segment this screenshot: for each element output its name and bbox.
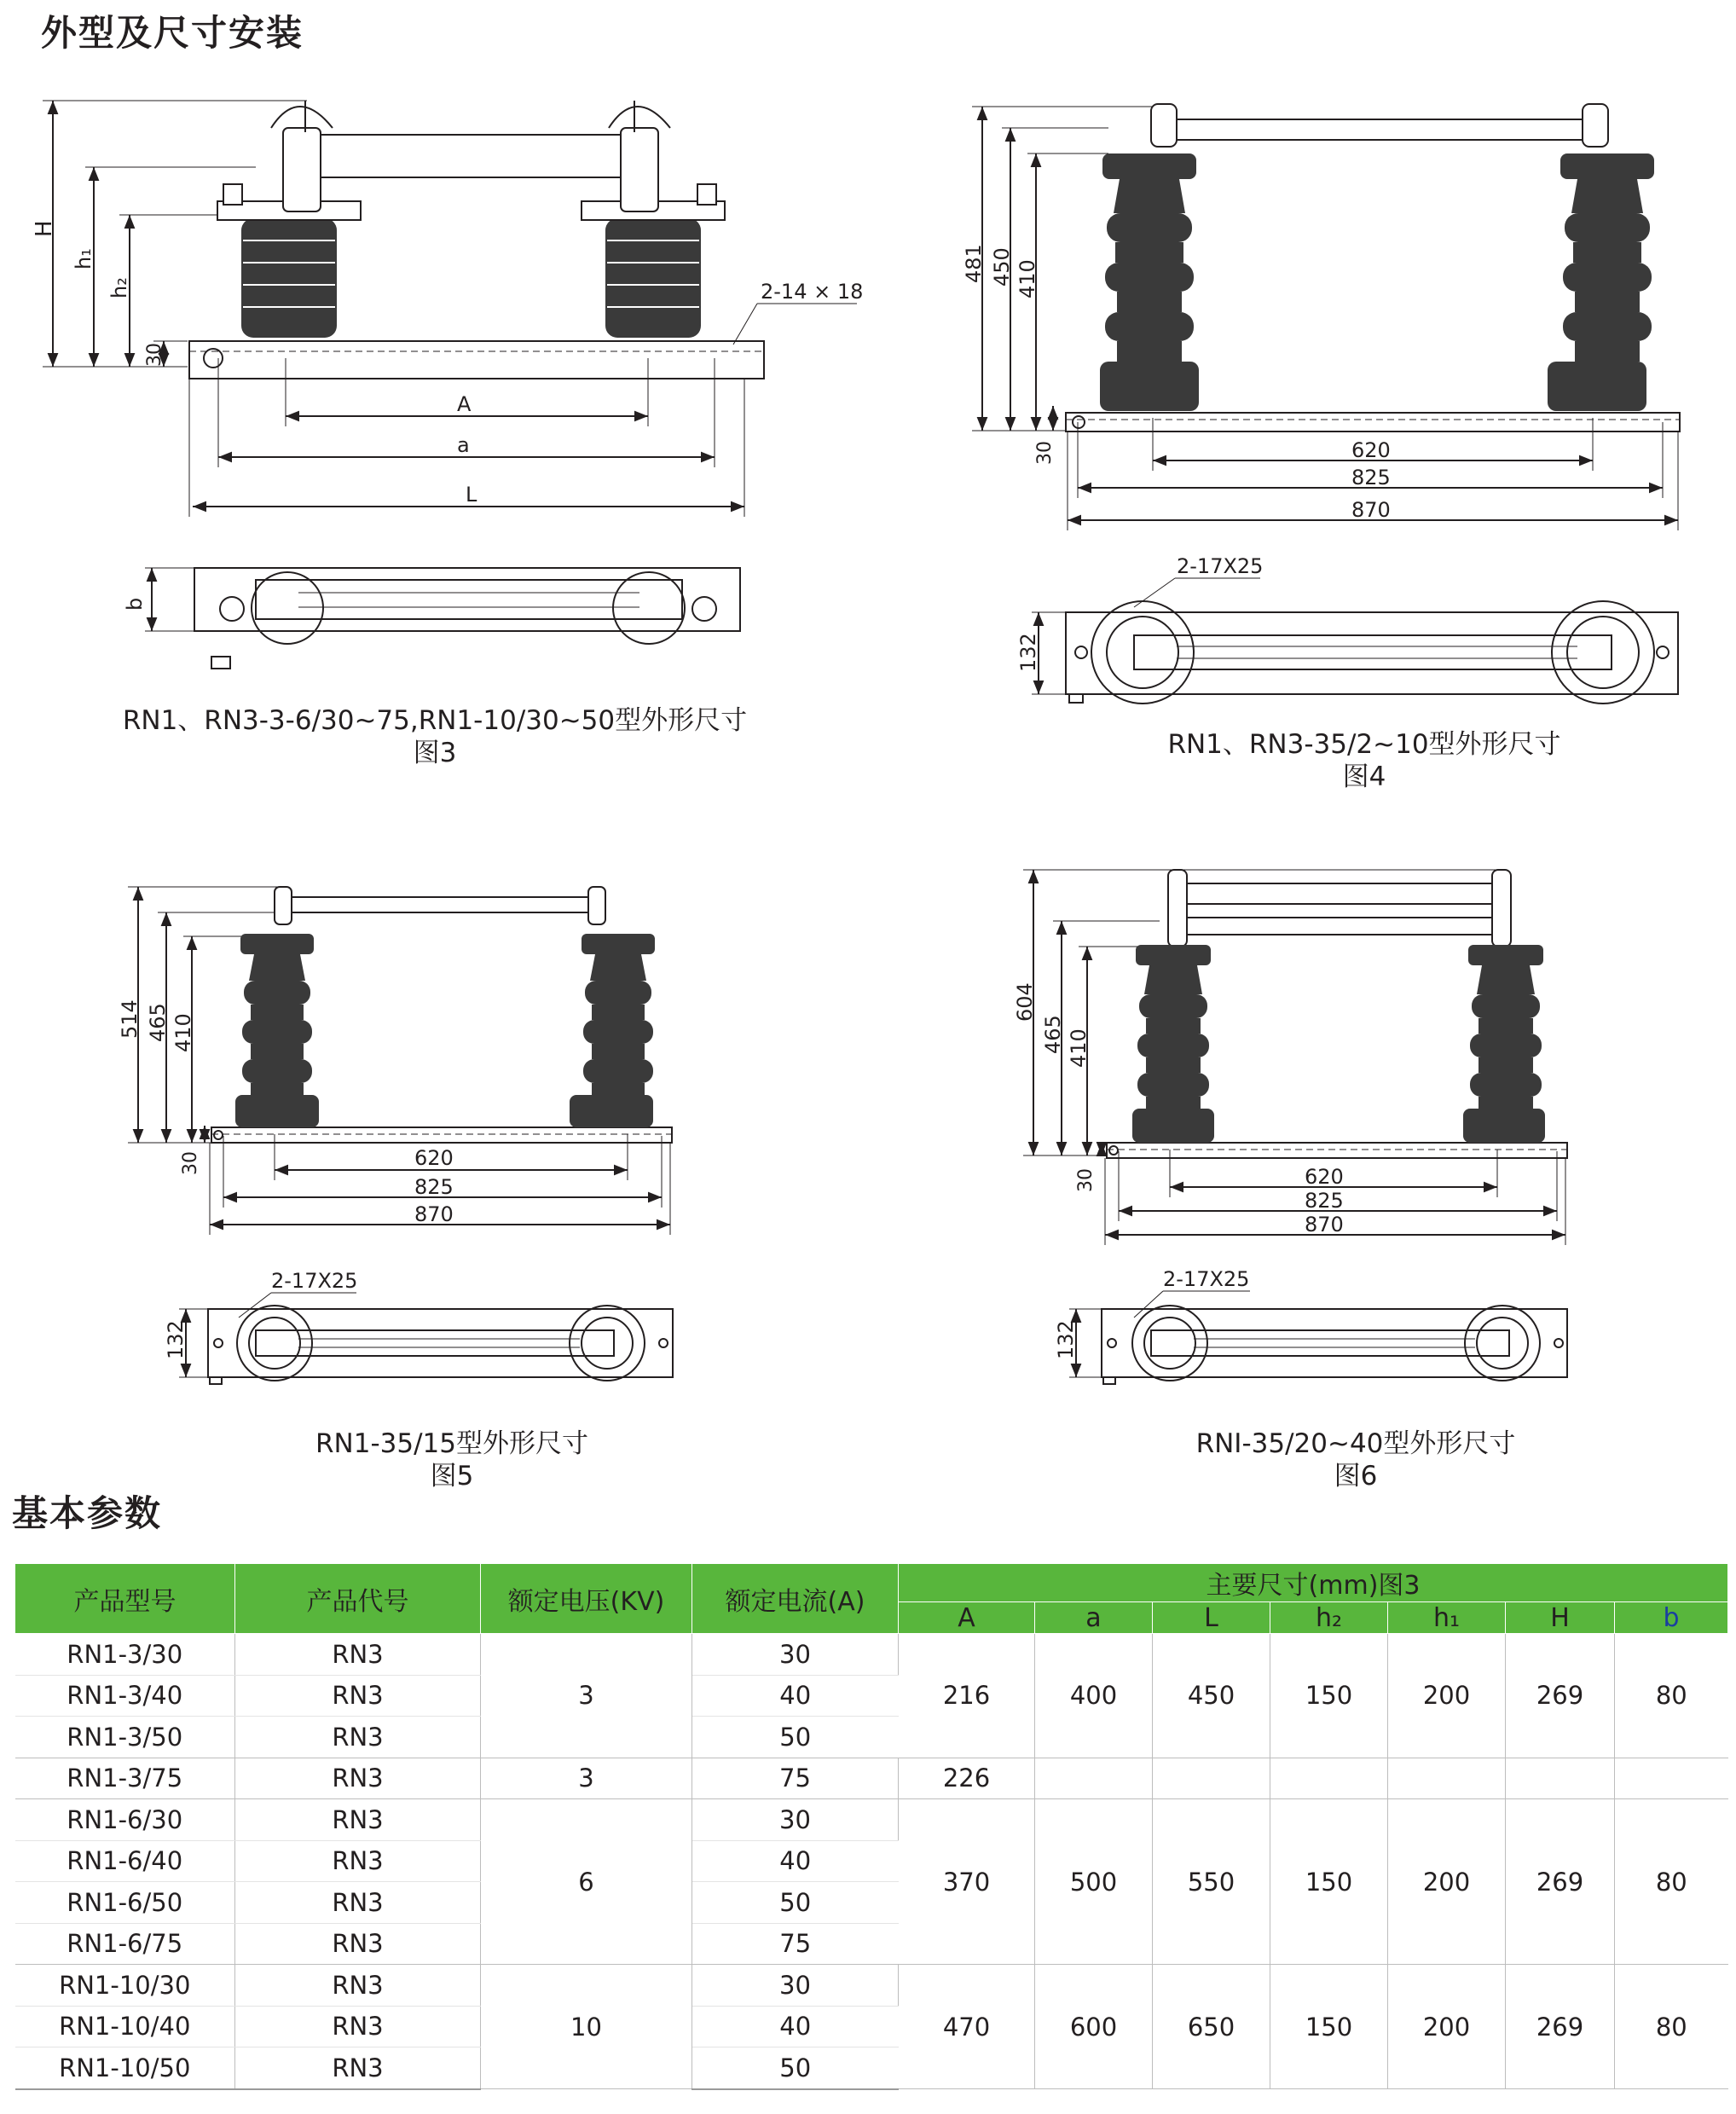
cell-dim-h1: 200 <box>1388 1965 1506 2089</box>
fig6-label-hole: 2-17X25 <box>1163 1267 1250 1291</box>
table-row <box>15 1758 1728 1799</box>
cell-dim-b <box>1615 1758 1728 1799</box>
cell-model: RN1-10/50 <box>15 2047 235 2089</box>
cell-current: 30 <box>692 1634 899 1676</box>
cell-code: RN3 <box>235 1840 481 1882</box>
fig3-label-base: 30 <box>144 343 165 367</box>
cell-code: RN3 <box>235 1675 481 1717</box>
figure-3-caption <box>51 704 819 769</box>
install-heading: 外型及尺寸安装 <box>41 12 304 54</box>
cell-code: RN3 <box>235 1634 481 1676</box>
fig4-label-481: 481 <box>962 244 986 283</box>
cell-current: 50 <box>692 1717 899 1758</box>
fig6-label-30: 30 <box>1075 1168 1097 1192</box>
cell-dim-A: 370 <box>899 1799 1035 1965</box>
cell-dim-h1: 200 <box>1388 1634 1506 1758</box>
figure-3-side-view <box>43 101 857 517</box>
figure-6-insulators <box>1132 945 1545 1143</box>
params-table-header <box>15 1564 1728 1634</box>
cell-code: RN3 <box>235 2006 481 2047</box>
figure-4-number: 图4 <box>1342 762 1386 792</box>
cell-model: RN1-3/40 <box>15 1675 235 1717</box>
cell-dim-a: 600 <box>1035 1965 1153 2089</box>
cell-model: RN1-3/50 <box>15 1717 235 1758</box>
cell-voltage: 6 <box>481 1799 692 1965</box>
cell-dim-A: 226 <box>899 1758 1035 1799</box>
figure-4-caption <box>1066 728 1663 793</box>
fig6-label-604: 604 <box>1013 982 1037 1022</box>
cell-dim-a: 400 <box>1035 1634 1153 1758</box>
cell-code: RN3 <box>235 1882 481 1924</box>
fig4-label-870: 870 <box>1351 498 1391 522</box>
fig3-label-h1: h₁ <box>72 248 95 269</box>
cell-code: RN3 <box>235 1799 481 1841</box>
fig3-label-a: a <box>457 433 470 457</box>
cell-code: RN3 <box>235 1717 481 1758</box>
cell-voltage: 3 <box>481 1634 692 1758</box>
figure-5-caption <box>153 1428 750 1492</box>
cell-current: 30 <box>692 1965 899 2007</box>
header-dim-L: L <box>1153 1602 1270 1634</box>
table-row <box>15 1634 1728 1676</box>
cell-dim-H <box>1506 1758 1615 1799</box>
fig4-label-825: 825 <box>1351 466 1391 489</box>
figure-5-number: 图5 <box>430 1461 474 1491</box>
cell-dim-L: 450 <box>1153 1634 1270 1758</box>
cell-dim-L <box>1153 1758 1270 1799</box>
cell-dim-b: 80 <box>1615 1799 1728 1965</box>
cell-dim-H: 269 <box>1506 1965 1615 2089</box>
fig5-label-870: 870 <box>414 1202 454 1226</box>
cell-model: RN1-3/30 <box>15 1634 235 1676</box>
cell-dim-A: 470 <box>899 1965 1035 2089</box>
cell-model: RN1-10/40 <box>15 2006 235 2047</box>
cell-model: RN1-6/40 <box>15 1840 235 1882</box>
header-dim-h1: h₁ <box>1388 1602 1506 1634</box>
header-dim-H: H <box>1506 1602 1615 1634</box>
cell-dim-h1: 200 <box>1388 1799 1506 1965</box>
figure-6-top-view <box>1069 1291 1567 1384</box>
cell-current: 40 <box>692 2006 899 2047</box>
params-table <box>14 1563 1728 2090</box>
cell-dim-H: 269 <box>1506 1634 1615 1758</box>
header-dims: 主要尺寸(mm)图3 <box>899 1564 1728 1602</box>
cell-current: 40 <box>692 1675 899 1717</box>
cell-current: 75 <box>692 1758 899 1799</box>
cell-dim-h2: 150 <box>1270 1965 1388 2089</box>
figure-3-title: RN1、RN3-3-6/30~75,RN1-10/30~50型外形尺寸 <box>122 705 748 736</box>
cell-dim-A: 216 <box>899 1634 1035 1758</box>
cell-voltage: 3 <box>481 1758 692 1799</box>
figure-5-top-view <box>179 1293 673 1384</box>
figure-5-title: RN1-35/15型外形尺寸 <box>315 1428 588 1459</box>
cell-code: RN3 <box>235 2047 481 2089</box>
fig3-label-A: A <box>457 392 472 416</box>
fig3-label-H: H <box>32 220 57 237</box>
cell-code: RN3 <box>235 1965 481 2007</box>
figure-6-number: 图6 <box>1334 1461 1378 1491</box>
fig6-label-870: 870 <box>1305 1213 1344 1237</box>
cell-current: 75 <box>692 1923 899 1965</box>
cell-model: RN1-6/75 <box>15 1923 235 1965</box>
figure-3-number: 图3 <box>413 738 457 768</box>
cell-dim-a <box>1035 1758 1153 1799</box>
fig4-label-410: 410 <box>1016 259 1039 298</box>
figure-5-insulators <box>235 934 655 1127</box>
cell-dim-h1 <box>1388 1758 1506 1799</box>
fig5-label-hole: 2-17X25 <box>271 1269 358 1293</box>
cell-current: 50 <box>692 1882 899 1924</box>
params-table-body <box>15 1634 1728 2089</box>
cell-current: 50 <box>692 2047 899 2089</box>
params-heading: 基本参数 <box>12 1492 163 1534</box>
cell-dim-h2: 150 <box>1270 1634 1388 1758</box>
fig5-label-825: 825 <box>414 1175 454 1199</box>
fig4-label-132: 132 <box>1016 633 1040 672</box>
cell-dim-h2 <box>1270 1758 1388 1799</box>
cell-code: RN3 <box>235 1758 481 1799</box>
header-current: 额定电流(A) <box>692 1564 899 1634</box>
cell-current: 30 <box>692 1799 899 1841</box>
cell-dim-b: 80 <box>1615 1965 1728 2089</box>
fig5-label-132: 132 <box>164 1320 188 1359</box>
cell-model: RN1-6/50 <box>15 1882 235 1924</box>
fig3-label-hole: 2-14 × 18 <box>761 280 864 304</box>
cell-code: RN3 <box>235 1923 481 1965</box>
fig4-label-30: 30 <box>1034 441 1056 465</box>
fig6-label-410: 410 <box>1067 1028 1091 1068</box>
cell-dim-b: 80 <box>1615 1634 1728 1758</box>
cell-current: 40 <box>692 1840 899 1882</box>
fig5-label-620: 620 <box>414 1146 454 1170</box>
header-dim-h2: h₂ <box>1270 1602 1388 1634</box>
fig3-label-b: b <box>123 597 147 611</box>
figure-4-top-view <box>1032 578 1678 704</box>
figure-6-caption <box>1057 1428 1654 1492</box>
header-dim-A: A <box>899 1602 1035 1634</box>
figure-4-title: RN1、RN3-35/2~10型外形尺寸 <box>1167 729 1561 760</box>
fig3-label-L: L <box>466 483 477 507</box>
fig4-label-620: 620 <box>1351 438 1391 462</box>
cell-dim-L: 650 <box>1153 1965 1270 2089</box>
fig5-label-410: 410 <box>171 1013 195 1052</box>
cell-dim-L: 550 <box>1153 1799 1270 1965</box>
header-code: 产品代号 <box>235 1564 481 1634</box>
cell-dim-a: 500 <box>1035 1799 1153 1965</box>
header-model: 产品型号 <box>15 1564 235 1634</box>
header-dim-b: b <box>1615 1602 1728 1634</box>
table-row <box>15 1965 1728 2007</box>
fig4-label-hole: 2-17X25 <box>1177 554 1264 578</box>
fig6-label-620: 620 <box>1305 1165 1344 1189</box>
fig6-label-465: 465 <box>1041 1015 1065 1054</box>
cell-voltage: 10 <box>481 1965 692 2089</box>
cell-model: RN1-10/30 <box>15 1965 235 2007</box>
fig5-label-30: 30 <box>180 1151 201 1175</box>
fig5-label-514: 514 <box>118 999 142 1039</box>
table-row <box>15 1799 1728 1841</box>
cell-dim-h2: 150 <box>1270 1799 1388 1965</box>
header-dim-a: a <box>1035 1602 1153 1634</box>
fig6-label-825: 825 <box>1305 1189 1344 1213</box>
cell-model: RN1-3/75 <box>15 1758 235 1799</box>
fig6-label-132: 132 <box>1054 1320 1078 1359</box>
fig5-label-465: 465 <box>146 1003 170 1042</box>
header-voltage: 额定电压(KV) <box>481 1564 692 1634</box>
figure-3-top-view <box>145 568 740 669</box>
figure-6-title: RNI-35/20~40型外形尺寸 <box>1195 1428 1516 1459</box>
cell-model: RN1-6/30 <box>15 1799 235 1841</box>
fig3-label-h2: h₂ <box>107 277 131 298</box>
fig4-label-450: 450 <box>990 247 1014 287</box>
cell-dim-H: 269 <box>1506 1799 1615 1965</box>
figure-4-insulators <box>1100 153 1654 411</box>
